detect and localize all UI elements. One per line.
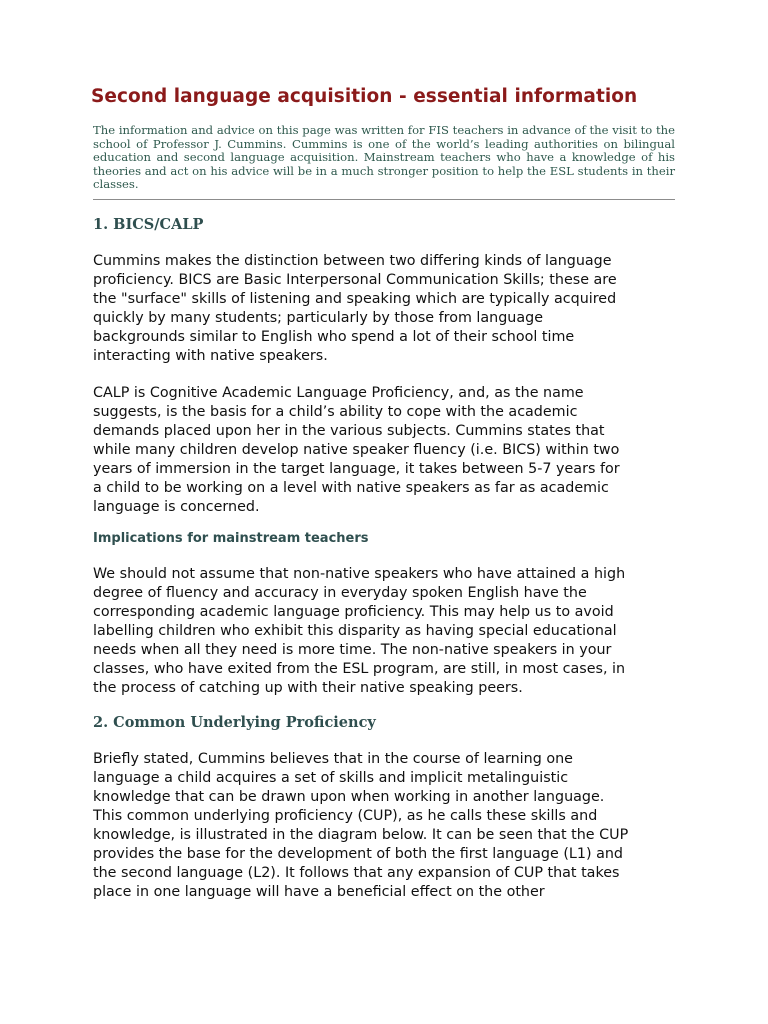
text-line: knowledge, is illustrated in the diagram below. It can be seen that the CUP bbox=[93, 827, 629, 843]
intro-paragraph: The information and advice on this page was written for FIS teachers in advance of the visit to the school of Professor J. Cummins. Cummins is one of the world’s leading authorities on bilingual education and second language acquisition. Mainstream teachers who have a knowledge of his theories and act on his advice will be in a much stronger position to help the ESL students in their classes. bbox=[93, 123, 675, 192]
text-line: quickly by many students; particularly by those from language bbox=[93, 310, 543, 326]
text-line: This common underlying proficiency (CUP), as he calls these skills and bbox=[93, 808, 598, 824]
text-line: classes, who have exited from the ESL program, are still, in most cases, in bbox=[93, 661, 626, 677]
text-line: Cummins makes the distinction between two differing kinds of language bbox=[93, 253, 612, 269]
text-line: backgrounds similar to English who spend a lot of their school time bbox=[93, 329, 575, 345]
body-paragraph bbox=[93, 384, 678, 517]
text-line: the second language (L2). It follows that any expansion of CUP that takes bbox=[93, 865, 620, 881]
text-line: demands placed upon her in the various subjects. Cummins states that bbox=[93, 423, 605, 439]
body-paragraph bbox=[93, 252, 678, 366]
text-line: Briefly stated, Cummins believes that in the course of learning one bbox=[93, 751, 573, 767]
text-line: while many children develop native speaker fluency (i.e. BICS) within two bbox=[93, 442, 620, 458]
text-line: labelling children who exhibit this disparity as having special educational bbox=[93, 623, 617, 639]
text-line: years of immersion in the target language, it takes between 5-7 years for bbox=[93, 461, 620, 477]
text-line: language a child acquires a set of skills and implicit metalinguistic bbox=[93, 770, 569, 786]
text-line: knowledge that can be drawn upon when working in another language. bbox=[93, 789, 605, 805]
section-heading-bics-calp: 1. BICS/CALP bbox=[93, 216, 204, 233]
text-line: language is concerned. bbox=[93, 499, 260, 515]
text-line: place in one language will have a beneficial effect on the other bbox=[93, 884, 545, 900]
body-paragraph bbox=[93, 750, 678, 902]
text-line: proficiency. BICS are Basic Interpersonal Communication Skills; these are bbox=[93, 272, 617, 288]
text-line: suggests, is the basis for a child’s ability to cope with the academic bbox=[93, 404, 578, 420]
text-line: needs when all they need is more time. The non-native speakers in your bbox=[93, 642, 612, 658]
text-line: corresponding academic language proficiency. This may help us to avoid bbox=[93, 604, 614, 620]
text-line: We should not assume that non-native speakers who have attained a high bbox=[93, 566, 626, 582]
text-line: interacting with native speakers. bbox=[93, 348, 328, 364]
page-title: Second language acquisition - essential information bbox=[91, 86, 638, 107]
text-line: a child to be working on a level with native speakers as far as academic bbox=[93, 480, 609, 496]
text-line: the "surface" skills of listening and speaking which are typically acquired bbox=[93, 291, 617, 307]
text-line: the process of catching up with their native speaking peers. bbox=[93, 680, 523, 696]
text-line: CALP is Cognitive Academic Language Proficiency, and, as the name bbox=[93, 385, 584, 401]
subheading-implications: Implications for mainstream teachers bbox=[93, 531, 369, 546]
divider bbox=[93, 199, 675, 200]
body-paragraph bbox=[93, 565, 678, 698]
text-line: degree of fluency and accuracy in everyday spoken English have the bbox=[93, 585, 587, 601]
section-heading-cup: 2. Common Underlying Proficiency bbox=[93, 714, 376, 731]
text-line: provides the base for the development of both the first language (L1) and bbox=[93, 846, 623, 862]
